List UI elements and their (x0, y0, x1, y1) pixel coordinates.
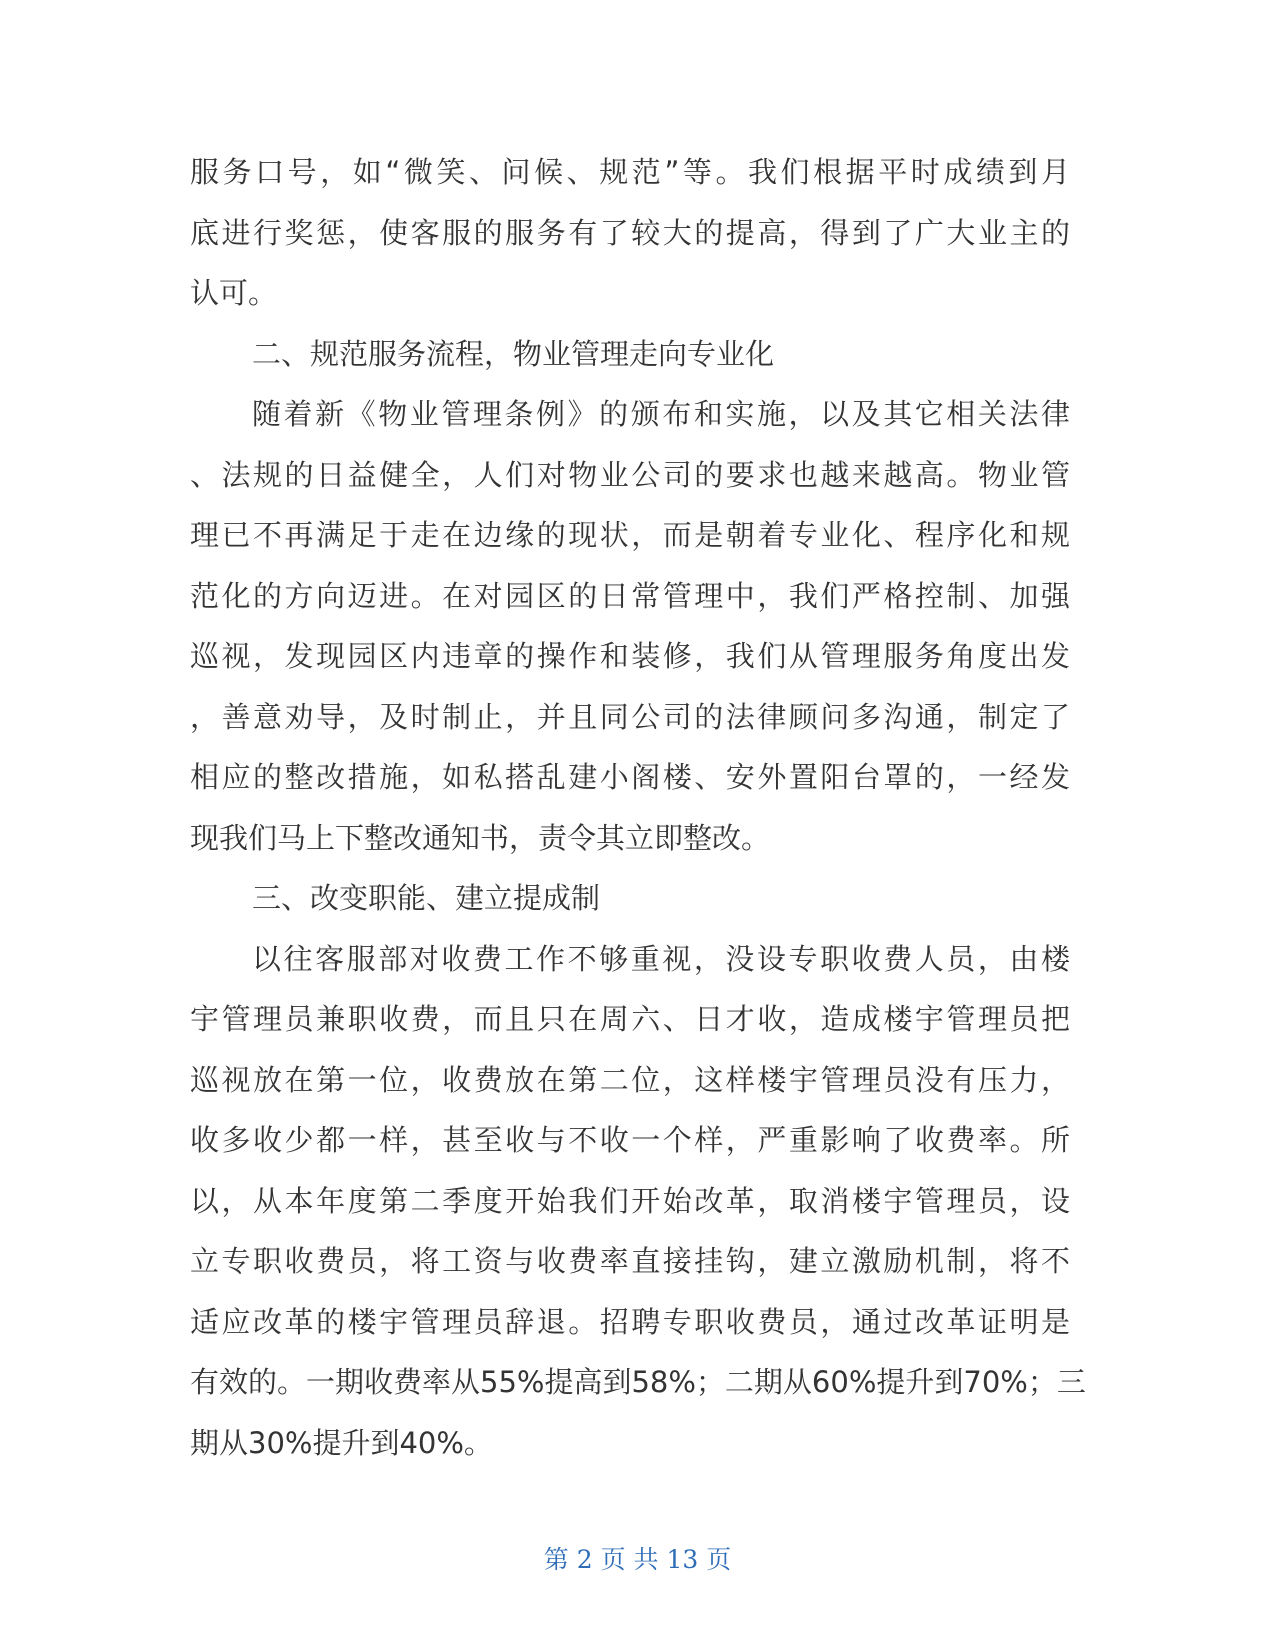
text-line: 服务口号，如“微笑、问候、规范”等。我们根据平时成绩到月 (190, 155, 1070, 189)
text-line: 有效的。一期收费率从55%提高到58%；二期从60%提升到70%；三 (190, 1365, 1086, 1399)
page-number-footer: 第 2 页 共 13 页 (543, 1545, 732, 1574)
text-line: 巡视放在第一位，收费放在第二位，这样楼宇管理员没有压力， (190, 1062, 1070, 1097)
text-line: 适应改革的楼宇管理员辞退。招聘专职收费员，通过改革证明是 (190, 1304, 1070, 1339)
text-line: 宇管理员兼职收费，而且只在周六、日才收，造成楼宇管理员把 (190, 1002, 1070, 1036)
section-heading: 二、规范服务流程，物业管理走向专业化 (252, 336, 775, 371)
text-line: 认可。 (190, 276, 278, 310)
text-line: 、法规的日益健全，人们对物业公司的要求也越来越高。物业管 (190, 457, 1070, 492)
section-heading: 三、改变职能、建立提成制 (252, 881, 601, 915)
text-line: 期从30%提升到40%。 (190, 1425, 493, 1460)
text-line: 现我们马上下整改通知书，责令其立即整改。 (190, 820, 771, 855)
text-line: 相应的整改措施，如私搭乱建小阁楼、安外置阳台罩的，一经发 (190, 760, 1070, 794)
text-line: 以，从本年度第二季度开始我们开始改革，取消楼宇管理员，设 (190, 1183, 1070, 1218)
text-line: 立专职收费员，将工资与收费率直接挂钩，建立激励机制，将不 (190, 1244, 1070, 1278)
text-line: 底进行奖惩，使客服的服务有了较大的提高，得到了广大业主的 (190, 215, 1070, 250)
document-body (190, 142, 1086, 1473)
text-line: ，善意劝导，及时制止，并且同公司的法律顾问多沟通，制定了 (190, 699, 1070, 734)
text-line: 收多收少都一样，甚至收与不收一个样，严重影响了收费率。所 (190, 1123, 1070, 1157)
text-line: 范化的方向迈进。在对园区的日常管理中，我们严格控制、加强 (190, 578, 1070, 613)
text-line: 理已不再满足于走在边缘的现状，而是朝着专业化、程序化和规 (190, 518, 1070, 552)
text-line: 巡视，发现园区内违章的操作和装修，我们从管理服务角度出发 (190, 639, 1070, 673)
text-line: 随着新《物业管理条例》的颁布和实施，以及其它相关法律 (252, 397, 1070, 431)
text-line: 以往客服部对收费工作不够重视，没设专职收费人员，由楼 (252, 941, 1070, 976)
